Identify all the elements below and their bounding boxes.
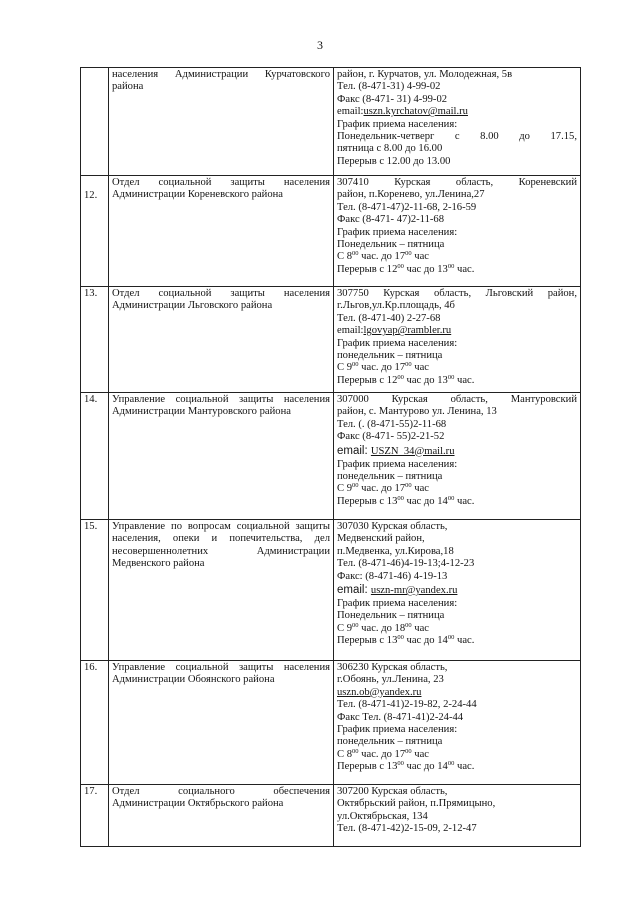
fax: Факс (8-471- 55)2-21-52 bbox=[337, 431, 445, 443]
page-number: 3 bbox=[317, 38, 323, 52]
organization-name: Отдел социального обеспечения Администрации Октябрьского района bbox=[112, 786, 330, 810]
address-line: район, г. Курчатов, ул. Молодежная, 5в bbox=[337, 69, 513, 80]
table-row bbox=[81, 176, 581, 287]
email-label: email: bbox=[337, 325, 364, 337]
schedule-days: Понедельник – пятница bbox=[337, 610, 445, 622]
schedule-days: понедельник – пятница bbox=[337, 471, 443, 483]
schedule-hours: С $9^{00}$ час. до $18^{00}$ час bbox=[337, 622, 430, 634]
schedule-days: Понедельник-четверг с 8.00 до 17.15, bbox=[337, 131, 577, 143]
organization-name: Отдел социальной защиты населения Администрации Кореневского района bbox=[112, 177, 330, 201]
schedule-title: График приема населения: bbox=[337, 226, 458, 238]
address-line: 307000 Курская область, Мантуровский bbox=[337, 394, 577, 405]
phone: Тел. (8-471-47)2-11-68, 2-16-59 bbox=[337, 201, 477, 213]
address-line: п.Медвенка, ул.Кирова,18 bbox=[337, 545, 454, 557]
row-number: 14. bbox=[81, 393, 109, 520]
address-line: г.Льгов,ул.Кр.площадь, 4б bbox=[337, 300, 455, 312]
row-number bbox=[81, 68, 109, 176]
organization-name: Управление социальной защиты населения Администрации Мантуровского района bbox=[112, 394, 330, 418]
contact-info bbox=[334, 176, 581, 287]
address-line: г.Обоянь, ул.Ленина, 23 bbox=[337, 674, 444, 686]
contact-info bbox=[334, 785, 581, 847]
address-line: Октябрьский район, п.Прямицыно, bbox=[337, 798, 496, 810]
schedule-days: Понедельник – пятница bbox=[337, 239, 445, 251]
fax: Факс (8-471- 47)2-11-68 bbox=[337, 214, 444, 226]
address-line: 306230 Курская область, bbox=[337, 662, 448, 673]
phone: Тел. (8-471-46)4-19-13;4-12-23 bbox=[337, 558, 475, 570]
phone: Тел. (8-471-31) 4-99-02 bbox=[337, 81, 441, 93]
schedule-break: Перерыв с $12^{00}$ час до $13^{00}$ час. bbox=[337, 263, 475, 275]
schedule-break: Перерыв с $13^{00}$ час до $14^{00}$ час. bbox=[337, 635, 475, 647]
contact-info bbox=[334, 68, 581, 176]
schedule-break: Перерыв с 12.00 до 13.00 bbox=[337, 155, 451, 167]
address-line: 307200 Курская область, bbox=[337, 786, 448, 797]
phone: Тел. (8-471-40) 2-27-68 bbox=[337, 312, 441, 324]
organization-name: населения Администрации Курчатовского района bbox=[112, 69, 330, 93]
email-label: email: bbox=[337, 444, 368, 457]
row-number: 17. bbox=[81, 785, 109, 847]
contact-info bbox=[334, 661, 581, 785]
table-row bbox=[81, 393, 581, 520]
phone: Тел. (8-471-42)2-15-09, 2-12-47 bbox=[337, 823, 477, 835]
table-row bbox=[81, 785, 581, 847]
address-line: ул.Октябрьская, 134 bbox=[337, 810, 428, 822]
schedule-days: понедельник – пятница bbox=[337, 736, 443, 748]
contact-info bbox=[334, 393, 581, 520]
email-link[interactable]: USZN_34@mail.ru bbox=[370, 445, 455, 457]
address-line: 307030 Курская область, bbox=[337, 521, 448, 532]
schedule-days-2: пятница с 8.00 до 16.00 bbox=[337, 143, 443, 155]
email-link[interactable]: uszn.kyrchatov@mail.ru bbox=[363, 106, 468, 118]
schedule-title: График приема населения: bbox=[337, 118, 458, 130]
schedule-break: Перерыв с $13^{00}$ час до $14^{00}$ час. bbox=[337, 495, 475, 507]
email-link[interactable]: uszn-mr@yandex.ru bbox=[370, 585, 458, 597]
email-label: email: bbox=[337, 106, 364, 118]
email-link[interactable]: uszn.ob@yandex.ru bbox=[337, 686, 422, 698]
address-line: район, п.Коренево, ул.Ленина,27 bbox=[337, 189, 485, 201]
contact-info bbox=[334, 287, 581, 393]
schedule-hours: С $9^{00}$ час. до $17^{00}$ час bbox=[337, 362, 430, 374]
phone: Тел. (8-471-41)2-19-82, 2-24-44 bbox=[337, 699, 477, 711]
organization-name: Отдел социальной защиты населения Администрации Льговского района bbox=[112, 288, 330, 312]
row-number: 16. bbox=[81, 661, 109, 785]
contacts-table bbox=[80, 67, 581, 847]
schedule-hours: С $9^{00}$ час. до $17^{00}$ час bbox=[337, 483, 430, 495]
table-row bbox=[81, 520, 581, 661]
schedule-title: График приема населения: bbox=[337, 724, 458, 736]
email-label: email: bbox=[337, 584, 368, 597]
contact-info bbox=[334, 520, 581, 661]
phone: Тел. (. (8-471-55)2-11-68 bbox=[337, 418, 447, 430]
organization-name: Управление социальной защиты населения Администрации Обоянского района bbox=[112, 662, 330, 686]
schedule-title: График приема населения: bbox=[337, 337, 458, 349]
fax: Факс (8-471- 31) 4-99-02 bbox=[337, 93, 448, 105]
schedule-hours: С $8^{00}$ час. до $17^{00}$ час bbox=[337, 251, 430, 263]
schedule-title: График приема населения: bbox=[337, 598, 458, 610]
table-row bbox=[81, 661, 581, 785]
fax: Факс: (8-471-46) 4-19-13 bbox=[337, 570, 448, 582]
table-row bbox=[81, 68, 581, 176]
address-line: 307750 Курская область, Льговский район, bbox=[337, 288, 577, 299]
organization-name: Управление по вопросам социальной защиты населения, опеки и попечительства, дел несовершеннолетних Администрации Медвенского района bbox=[112, 521, 330, 570]
schedule-break: Перерыв с $13^{00}$ час до $14^{00}$ час. bbox=[337, 761, 475, 773]
schedule-hours: С $8^{00}$ час. до $17^{00}$ час bbox=[337, 748, 430, 760]
row-number: 15. bbox=[81, 520, 109, 661]
address-line: Медвенский район, bbox=[337, 533, 425, 545]
address-line: 307410 Курская область, Кореневский bbox=[337, 177, 577, 188]
email-link[interactable]: lgovyap@rambler.ru bbox=[363, 325, 452, 337]
schedule-break: Перерыв с $12^{00}$ час до $13^{00}$ час. bbox=[337, 374, 475, 386]
schedule-days: понедельник – пятница bbox=[337, 350, 443, 362]
fax: Факс Тел. (8-471-41)2-24-44 bbox=[337, 711, 464, 723]
address-line: район, с. Мантурово ул. Ленина, 13 bbox=[337, 406, 497, 418]
row-number: 12. bbox=[84, 190, 98, 201]
table-row bbox=[81, 287, 581, 393]
row-number: 13. bbox=[81, 287, 109, 393]
schedule-title: График приема населения: bbox=[337, 458, 458, 470]
